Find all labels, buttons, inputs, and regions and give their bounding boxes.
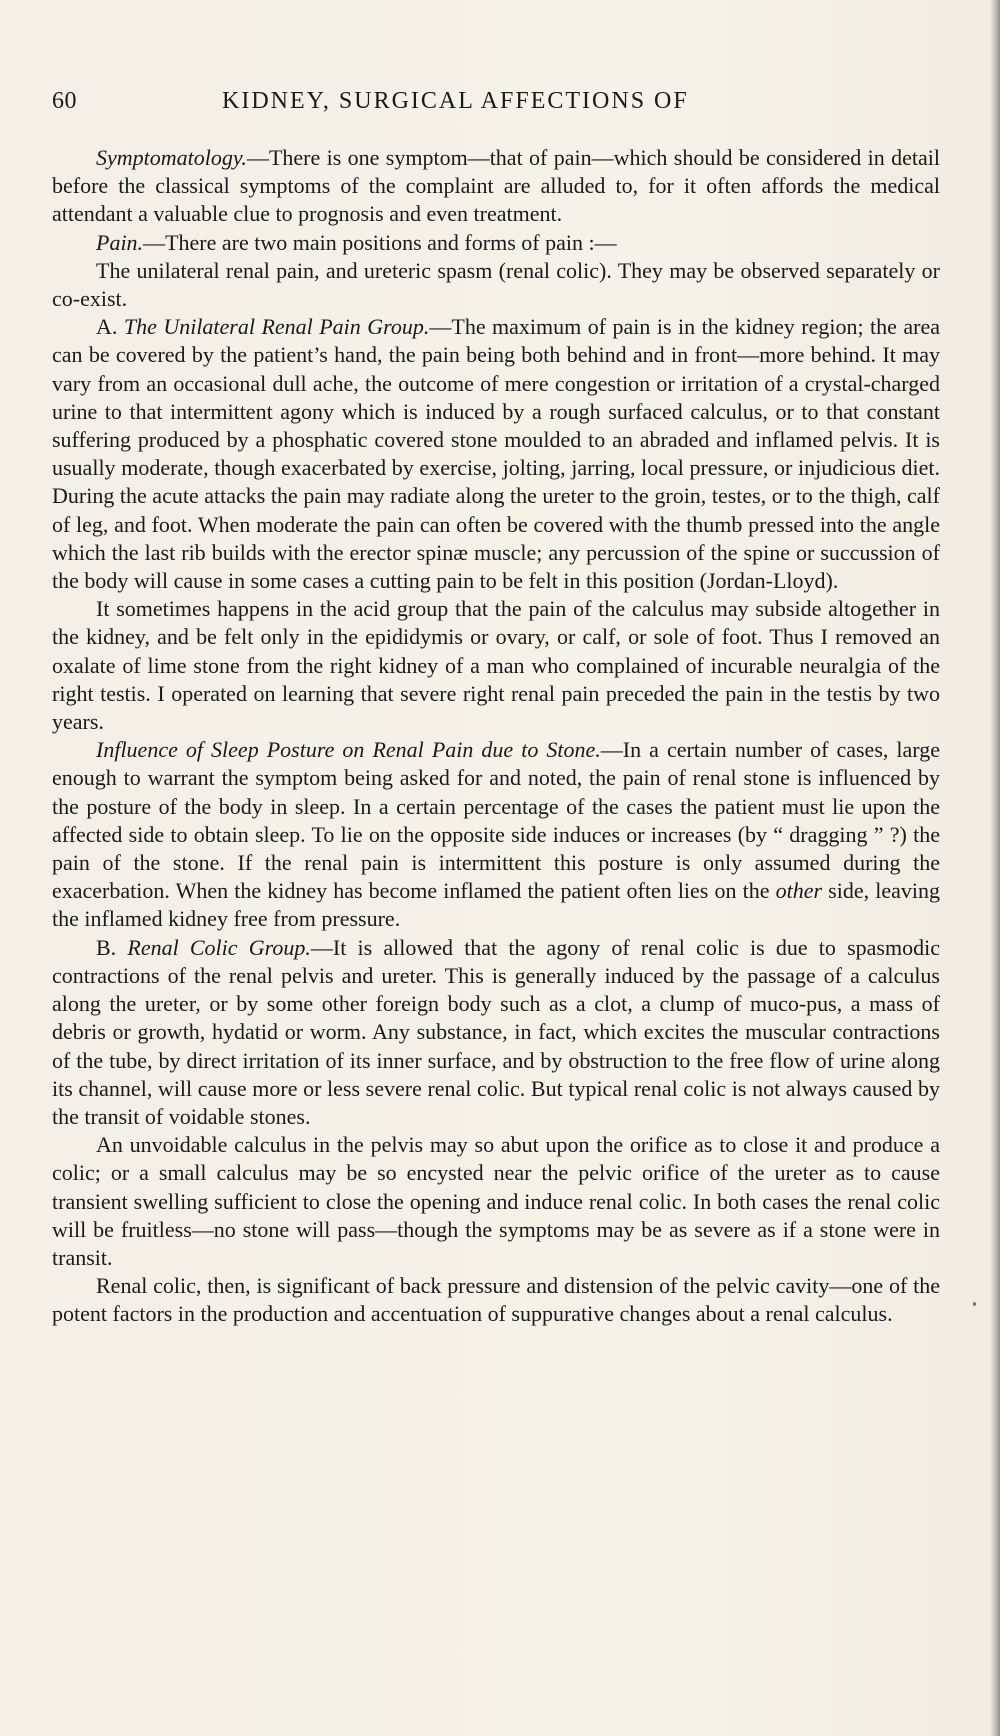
emphasis-other: other <box>775 878 823 904</box>
page-number: 60 <box>52 88 77 114</box>
paragraph-sleep-posture <box>52 736 940 933</box>
paragraph-text: It sometimes happens in the acid group that the pain of the calculus may subside altogether in the kidney, and be felt only in the epididymis or ovary, or calf, or sole of foot. Thus I removed an oxalate of lime stone from the right kidney of a man who complained of incurable neuralgia of the right testis. I operated on learning that severe right renal pain preceded the pain in the testis by two years. <box>52 596 940 735</box>
paragraph-pain <box>52 229 940 257</box>
paragraph-text: —There is one symptom—that of pain—which should be considered in detail before the classical symptoms of the complaint are alluded to, for it often affords the medical attendant a valuable clue to prognosis and even treatment. <box>52 145 940 227</box>
paragraph-unilateral-renal-pain <box>52 313 940 595</box>
section-heading-unilateral-renal-pain: The Unilateral Renal Pain Group. <box>123 314 430 340</box>
paragraph-text: —The maximum of pain is in the kidney region; the area can be covered by the patient’s hand, the pain being both behind and in front—more behind. It may vary from an occasional dull ache, the outcome of mere congestion or irritation of a crystal-charged urine to that intermittent agony which is induced by a rough surfaced calculus, or to that constant suffering produced by a phosphatic covered stone moulded to an abraded and inflamed pelvis. It is usually moderate, though exacerbated by exercise, jolting, jarring, local pressure, or injudicious diet. During the acute attacks the pain may radiate along the ureter to the groin, testes, or to the thigh, calf of leg, and foot. When moderate the pain can often be covered with the thumb pressed into the angle which the last rib builds with the erector spinæ muscle; any percussion of the spine or succussion of the body will cause in some cases a cutting pain to be felt in this position (Jordan-Lloyd). <box>52 314 940 594</box>
paragraph-acid-group <box>52 595 940 736</box>
body-text <box>52 144 940 1329</box>
paragraph-text: —There are two main positions and forms of pain :— <box>143 229 617 255</box>
section-prefix: A. <box>96 314 124 340</box>
section-heading-renal-colic: Renal Colic Group. <box>127 934 311 960</box>
paper-speck <box>973 1302 976 1306</box>
paragraph-unvoidable-calculus <box>52 1131 940 1272</box>
paragraph-back-pressure <box>52 1272 940 1328</box>
paragraph-text: An unvoidable calculus in the pelvis may so abut upon the orifice as to close it and produce a colic; or a small calculus may be so encysted near the pelvic orifice of the ureter as to cause transient swelling sufficient to close the opening and induce renal colic. In both cases the renal colic will be fruitless—no stone will pass—though the symptoms may be as severe as if a stone were in transit. <box>52 1132 940 1270</box>
section-heading-sleep-posture: Influence of Sleep Posture on Renal Pain due to Stone. <box>96 737 601 763</box>
paragraph-text: —It is allowed that the agony of renal colic is due to spasmodic contractions of the renal pelvis and ureter. This is generally induced by the passage of a calculus along the ureter, or by some other foreign body such as a clot, a clump of muco-pus, a mass of debris or growth, hydatid or worm. Any substance, in fact, which excites the muscular contractions of the tube, by direct irritation of its inner surface, and by obstruction to the free flow of urine along its channel, will cause more or less severe renal colic. But typical renal colic is not always caused by the transit of voidable stones. <box>52 934 940 1129</box>
paragraph-text: side, leaving the inflamed kidney free from pressure. <box>52 878 940 932</box>
page-header <box>52 88 940 122</box>
paragraph-pain-forms <box>52 257 940 313</box>
section-heading-symptomatology: Symptomatology. <box>96 145 247 170</box>
paragraph-text: —In a certain number of cases, large enough to warrant the symptom being asked for and noted, the pain of renal stone is influenced by the posture of the body in sleep. In a certain percentage of the cases the patient must lie upon the affected side to obtain sleep. To lie on the opposite side induces or increases (by “ dragging ” ?) the pain of the stone. If the renal pain is intermittent this posture is only assumed during the exacerbation. When the kidney has become inflamed the patient often lies on the <box>52 737 940 904</box>
paragraph-text: The unilateral renal pain, and ureteric spasm (renal colic). They may be observed separately or co-exist. <box>52 257 940 312</box>
section-prefix: B. <box>96 934 128 960</box>
section-heading-pain: Pain. <box>96 229 144 255</box>
running-head: KIDNEY, SURGICAL AFFECTIONS OF <box>222 88 689 114</box>
page-edge-shadow <box>990 0 1000 1736</box>
paragraph-renal-colic <box>52 934 940 1131</box>
paragraph-text: Renal colic, then, is significant of back pressure and distension of the pelvic cavity—one of the potent factors in the production and accentuation of suppurative changes about a renal calculus. <box>52 1273 940 1327</box>
paragraph-symptomatology <box>52 144 940 229</box>
